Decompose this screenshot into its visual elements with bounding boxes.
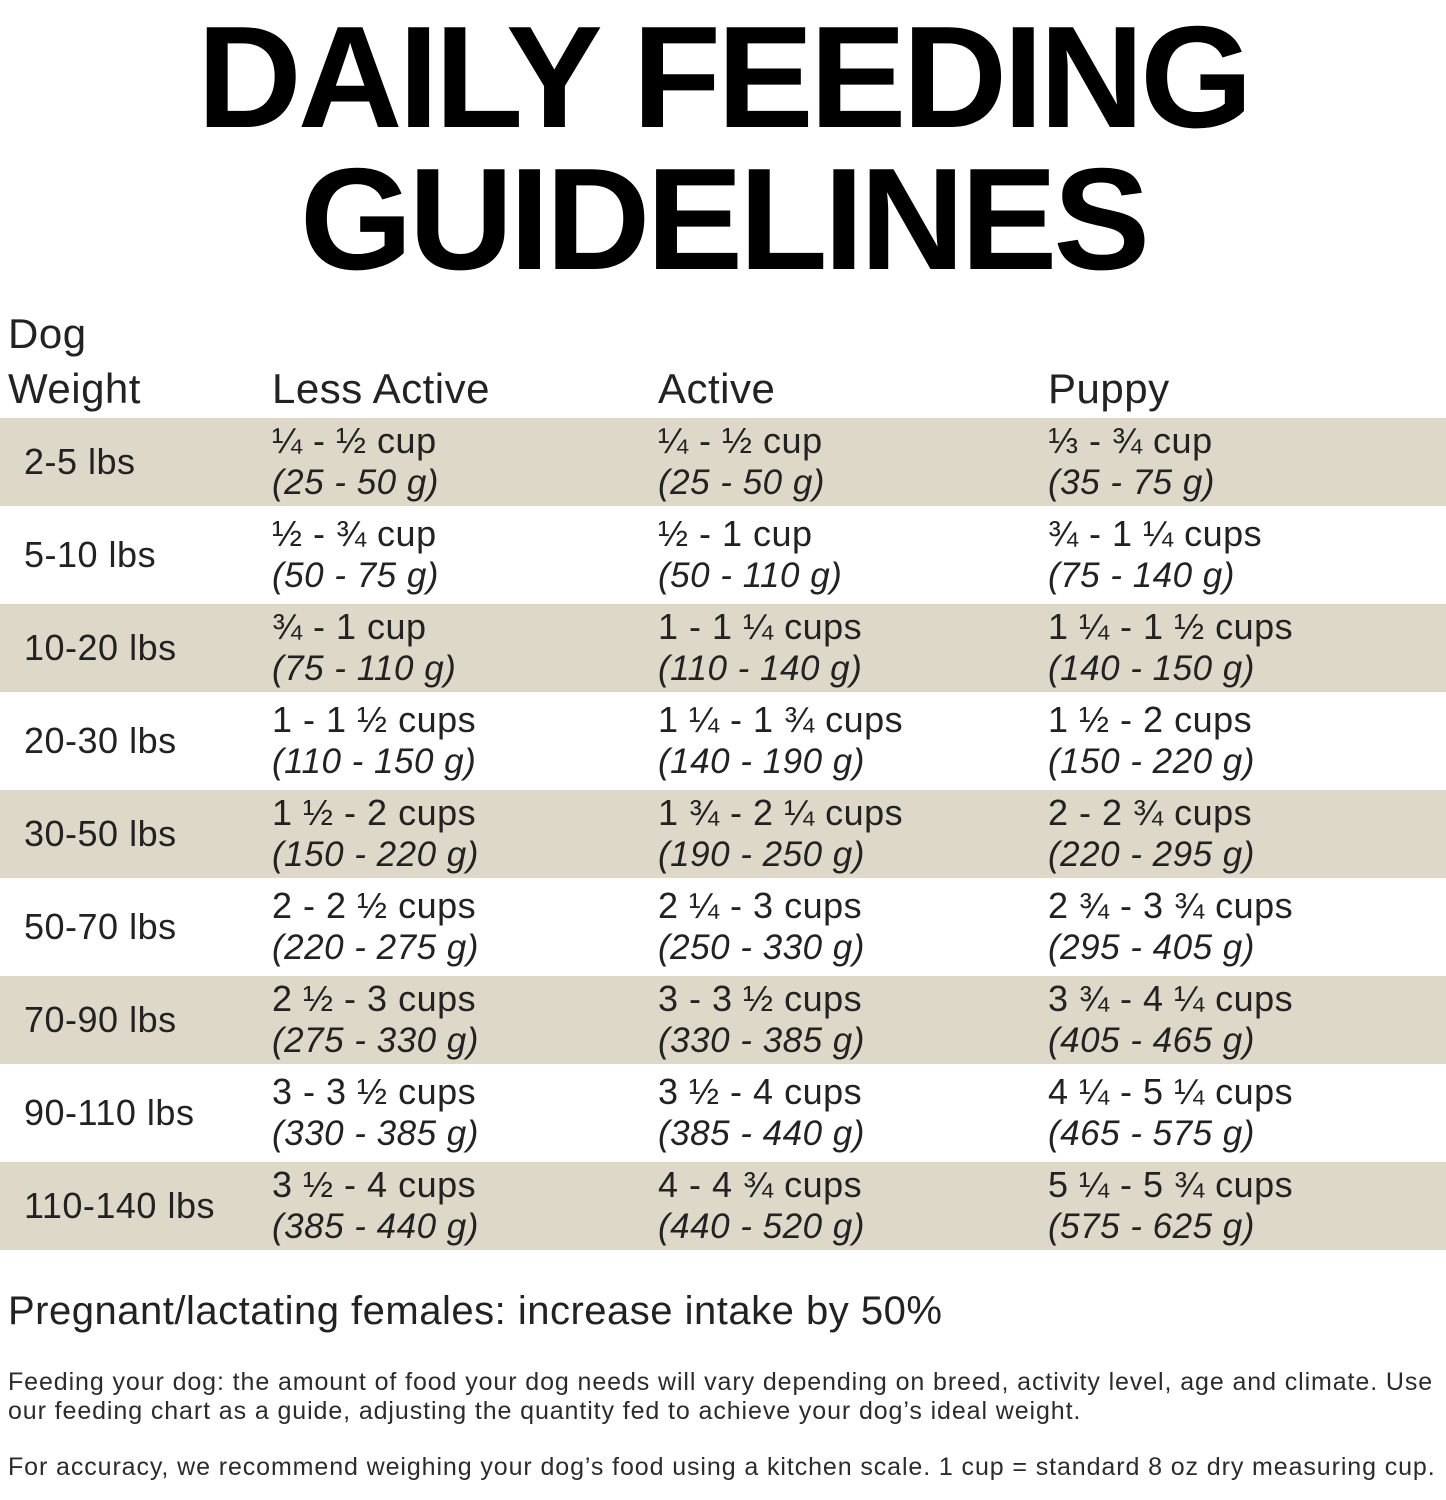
active-cups: 1 - 1 ¼ cups: [658, 606, 863, 647]
table-row: [0, 1162, 1446, 1255]
active-cell: [648, 418, 1038, 506]
puppy-grams: (465 - 575 g): [1048, 1114, 1255, 1153]
puppy-grams: (35 - 75 g): [1048, 463, 1215, 502]
feeding-table-body: [0, 418, 1446, 1255]
puppy-cups: 1 ½ - 2 cups: [1048, 699, 1253, 740]
table-header-row: [0, 306, 1446, 416]
puppy-cell: [1038, 883, 1446, 971]
active-cell: [648, 883, 1038, 971]
dog-weight-value: 30-50 lbs: [24, 813, 177, 854]
active-grams: (440 - 520 g): [658, 1207, 865, 1246]
header-dog-weight-line2: Weight: [8, 365, 141, 412]
dog-weight-value: 70-90 lbs: [24, 999, 177, 1040]
title-line-2: GUIDELINES: [299, 138, 1147, 300]
active-cups: ¼ - ½ cup: [658, 420, 823, 461]
active-grams: (190 - 250 g): [658, 835, 865, 874]
less-active-cups: 1 - 1 ½ cups: [272, 699, 477, 740]
puppy-cell: [1038, 1162, 1446, 1250]
less-active-grams: (50 - 75 g): [272, 556, 439, 595]
active-cups: 1 ¾ - 2 ¼ cups: [658, 792, 904, 833]
active-cups: 2 ¼ - 3 cups: [658, 885, 863, 926]
less-active-cell: [262, 604, 648, 692]
puppy-cups: 1 ¼ - 1 ½ cups: [1048, 606, 1294, 647]
accuracy-note: For accuracy, we recommend weighing your dog’s food using a kitchen scale. 1 cup = standard 8 oz dry measuring cup.: [8, 1453, 1436, 1481]
active-cups: 3 ½ - 4 cups: [658, 1071, 863, 1112]
puppy-cell: [1038, 604, 1446, 692]
dog-weight-value: 20-30 lbs: [24, 720, 177, 761]
active-grams: (250 - 330 g): [658, 928, 865, 967]
table-row: [0, 418, 1446, 511]
less-active-cups: 2 - 2 ½ cups: [272, 885, 477, 926]
active-cell: [648, 790, 1038, 878]
active-cell: [648, 697, 1038, 785]
less-active-cups: 3 - 3 ½ cups: [272, 1071, 477, 1112]
active-cell: [648, 1162, 1038, 1250]
dog-weight-value: 90-110 lbs: [24, 1092, 195, 1133]
less-active-cups: ¾ - 1 cup: [272, 606, 427, 647]
active-cell: [648, 511, 1038, 599]
header-puppy: Puppy: [1048, 365, 1170, 412]
puppy-grams: (295 - 405 g): [1048, 928, 1255, 967]
active-grams: (50 - 110 g): [658, 556, 843, 595]
less-active-cups: 3 ½ - 4 cups: [272, 1164, 477, 1205]
puppy-cups: 4 ¼ - 5 ¼ cups: [1048, 1071, 1294, 1112]
less-active-cell: [262, 976, 648, 1064]
less-active-grams: (220 - 275 g): [272, 928, 479, 967]
less-active-cups: ¼ - ½ cup: [272, 420, 437, 461]
active-cups: ½ - 1 cup: [658, 513, 813, 554]
puppy-cell: [1038, 511, 1446, 599]
table-row: [0, 976, 1446, 1069]
active-grams: (110 - 140 g): [658, 649, 863, 688]
less-active-cups: 2 ½ - 3 cups: [272, 978, 477, 1019]
less-active-grams: (275 - 330 g): [272, 1021, 479, 1060]
dog-weight-value: 5-10 lbs: [24, 534, 157, 575]
table-row: [0, 790, 1446, 883]
puppy-cell: [1038, 418, 1446, 506]
dog-weight-value: 50-70 lbs: [24, 906, 177, 947]
less-active-cell: [262, 1162, 648, 1250]
puppy-grams: (140 - 150 g): [1048, 649, 1255, 688]
table-row: [0, 697, 1446, 790]
header-dog-weight-line1: Dog: [8, 310, 87, 357]
puppy-cell: [1038, 976, 1446, 1064]
less-active-grams: (385 - 440 g): [272, 1207, 479, 1246]
active-cups: 1 ¼ - 1 ¾ cups: [658, 699, 904, 740]
pregnant-lactating-note: Pregnant/lactating females: increase intake by 50%: [8, 1289, 943, 1333]
less-active-cell: [262, 883, 648, 971]
active-cups: 3 - 3 ½ cups: [658, 978, 863, 1019]
active-grams: (140 - 190 g): [658, 742, 865, 781]
puppy-grams: (150 - 220 g): [1048, 742, 1255, 781]
puppy-grams: (575 - 625 g): [1048, 1207, 1255, 1246]
puppy-cell: [1038, 790, 1446, 878]
title-line-1: DAILY FEEDING: [197, 0, 1249, 158]
puppy-cups: 2 ¾ - 3 ¾ cups: [1048, 885, 1294, 926]
less-active-cell: [262, 511, 648, 599]
active-grams: (385 - 440 g): [658, 1114, 865, 1153]
less-active-cell: [262, 697, 648, 785]
header-dog-weight: [0, 306, 262, 416]
dog-weight-value: 110-140 lbs: [24, 1185, 215, 1226]
table-row: [0, 1069, 1446, 1162]
less-active-grams: (75 - 110 g): [272, 649, 457, 688]
table-row: [0, 604, 1446, 697]
less-active-cell: [262, 790, 648, 878]
puppy-cups: 3 ¾ - 4 ¼ cups: [1048, 978, 1294, 1019]
puppy-cell: [1038, 1069, 1446, 1157]
active-cups: 4 - 4 ¾ cups: [658, 1164, 863, 1205]
dog-weight-value: 10-20 lbs: [24, 627, 177, 668]
puppy-cell: [1038, 697, 1446, 785]
puppy-grams: (405 - 465 g): [1048, 1021, 1255, 1060]
header-active: Active: [658, 365, 776, 412]
table-row: [0, 511, 1446, 604]
puppy-cups: ¾ - 1 ¼ cups: [1048, 513, 1263, 554]
less-active-grams: (25 - 50 g): [272, 463, 439, 502]
header-less-active: Less Active: [272, 365, 490, 412]
less-active-cups: ½ - ¾ cup: [272, 513, 437, 554]
puppy-grams: (75 - 140 g): [1048, 556, 1235, 595]
active-cell: [648, 1069, 1038, 1157]
active-grams: (330 - 385 g): [658, 1021, 865, 1060]
active-cell: [648, 604, 1038, 692]
puppy-cups: 5 ¼ - 5 ¾ cups: [1048, 1164, 1294, 1205]
less-active-cell: [262, 418, 648, 506]
table-row: [0, 883, 1446, 976]
puppy-grams: (220 - 295 g): [1048, 835, 1255, 874]
puppy-cups: ⅓ - ¾ cup: [1048, 420, 1213, 461]
less-active-cups: 1 ½ - 2 cups: [272, 792, 477, 833]
feeding-your-dog-note: Feeding your dog: the amount of food your dog needs will vary depending on breed, activity level, age and climate. Use our feeding chart as a guide, adjusting the quantity fed to achieve your dog’s ideal weight.: [8, 1368, 1434, 1425]
less-active-grams: (330 - 385 g): [272, 1114, 479, 1153]
page-title: [0, 0, 1446, 300]
dog-weight-value: 2-5 lbs: [24, 441, 136, 482]
less-active-grams: (150 - 220 g): [272, 835, 479, 874]
less-active-cell: [262, 1069, 648, 1157]
active-grams: (25 - 50 g): [658, 463, 825, 502]
less-active-grams: (110 - 150 g): [272, 742, 477, 781]
puppy-cups: 2 - 2 ¾ cups: [1048, 792, 1253, 833]
active-cell: [648, 976, 1038, 1064]
